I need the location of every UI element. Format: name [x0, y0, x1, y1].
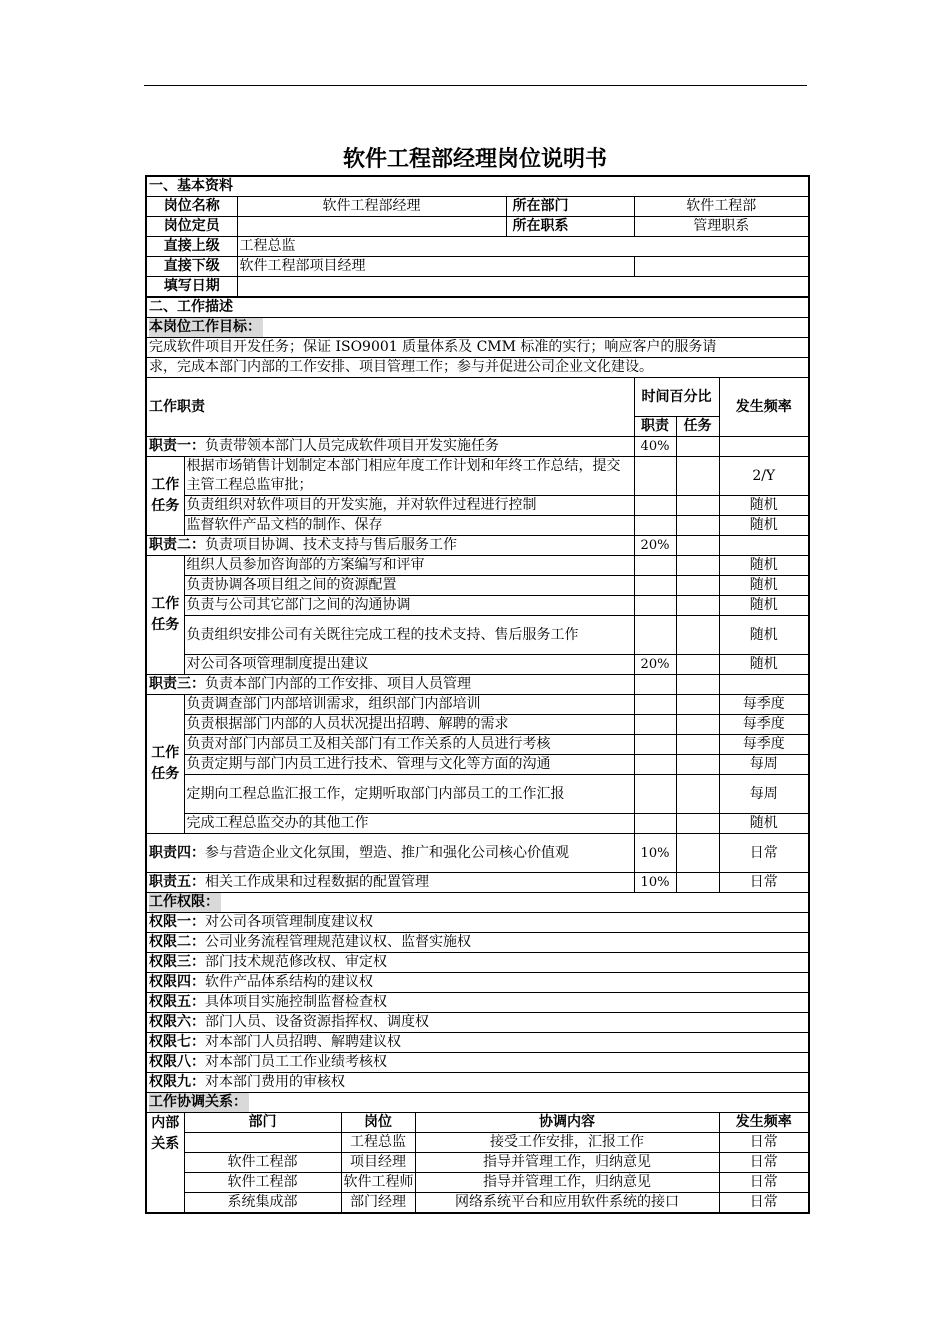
duty-1: 职责一：负责带领本部门人员完成软件项目开发实施任务 [146, 437, 634, 457]
duty-2-task-4: 负责组织安排公司有关既往完成工程的技术支持、售后服务工作 [184, 616, 634, 655]
coord-dept [184, 1133, 341, 1153]
authority-item: 权限九：对本部门费用的审核权 [146, 1073, 809, 1093]
coord-post: 部门经理 [341, 1193, 415, 1214]
authority-item: 权限三：部门技术规范修改权、审定权 [146, 953, 809, 973]
subordinate-extra [634, 257, 809, 277]
duty-1-pct: 40% [634, 437, 676, 457]
duty-1-task-3: 监督软件产品文档的制作、保存 [184, 516, 634, 536]
coord-freq: 日常 [719, 1133, 809, 1153]
coord-post: 软件工程师 [341, 1173, 415, 1193]
coord-post: 项目经理 [341, 1153, 415, 1173]
authority-item: 权限五：具体项目实施控制监督检查权 [146, 993, 809, 1013]
col-freq: 发生频率 [719, 1113, 809, 1133]
dept-label: 所在部门 [506, 197, 634, 217]
time-task-header: 任务 [676, 417, 719, 437]
subordinate-label: 直接下级 [146, 257, 237, 277]
job-name-label: 岗位名称 [146, 197, 237, 217]
duty-3-task-4: 负责定期与部门内员工进行技术、管理与文化等方面的沟通 [184, 755, 634, 775]
col-post: 岗位 [341, 1113, 415, 1133]
duty-3-task-1: 负责调查部门内部培训需求，组织部门内部培训 [184, 695, 634, 715]
job-description-table: 一、基本资料 岗位名称 软件工程部经理 所在部门 软件工程部 岗位定员 所在职系 管理职系 直接上级 工程总监 直接下级 软件工程部项目经理 填写日期 二、工作描述 本岗位工作目标： 完成软件项目开发任务；保证 ISO9001 质量体系及 CMM 标准的实行；响应客户的服务请 求，完成本部门内部的工作安排、项目管理工作；参与并促进公司企业文化建设。 工作职责 时间百分比 发生频率 职责 任务 职责一：负责带领本部门人员完成软件项目开发实施任务 40% 工作任务 根据市场销售计划制定本部门相应年度工作计划和年终工作总结，提交主管工程总监审批； 2/Y 负责组织对软件项目的开发实施，并对软件过程进行控制 随机 监督软件产品文档的制作、保存 随机 职责二：负责项目协调、技术支持与售后服务工作 20% 工作任务 组织人员参加咨询部的方案编写和评审 随机 负责协调各项目组之间的资源配置 随机 负责与公司其它部门之间的沟通协调 随机 负责组织安排公司有关既往完成工程的技术支持、售后服务工作 随机 对公司各项管理制度提出建议 20% 随机 职责三：负责本部门内部的工作安排、项目人员管理 工作任务 负责调查部门内部培训需求，组织部门内部培训 每季度 负责根据部门内部的人员状况提出招聘、解聘的需求 每季度 负责对部门内部员工及相关部门有工作关系的人员进行考核 每季度 负责定期与部门内员工进行技术、管理与文化等方面的沟通 每周 定期向工程总监汇报工作，定期听取部门内部员工的工作汇报 每周 完成工程总监交办的其他工作 随机 职责四：参与营造企业文化氛围，塑造、推广和强化公司核心价值观 10% 日常 职责五：相关工作成果和过程数据的配置管理 10% 日常 工作权限： 权限一：对公司各项管理制度建议权 权限二：公司业务流程管理规范建议权、监督实施权 权限三：部门技术规范修改权、审定权 权限四：软件产品体系结构的建议权 权限五：具体项目实施控制监督检查权 权限六：部门人员、设备资源指挥权、调度权 权限七：对本部门人员招聘、解聘建议权 权限八：对本部门员工工作业绩考核权 权限九：对本部门费用的审核权 工作协调关系： 内部关系 部门 岗位 协调内容 发生频率 工程总监 接受工作安排，汇报工作 日常 软件工程部 项目经理 指导并管理工作，归纳意见 日常 软件工程部 软件工程师 指导并管理工作，归纳意见 日常 系统集成部 部门经理 网络系统平台和应用软件系统的接口 日常 [145, 175, 810, 1214]
duty-2-task-1: 组织人员参加咨询部的方案编写和评审 [184, 556, 634, 576]
superior-value: 工程总监 [237, 237, 809, 257]
authority-item: 权限六：部门人员、设备资源指挥权、调度权 [146, 1013, 809, 1033]
coord-content: 接受工作安排，汇报工作 [415, 1133, 719, 1153]
duty-3-task-3: 负责对部门内部员工及相关部门有工作关系的人员进行考核 [184, 735, 634, 755]
duty-5-freq: 日常 [719, 873, 809, 893]
duty-4: 职责四：参与营造企业文化氛围，塑造、推广和强化公司核心价值观 [146, 834, 634, 873]
coord-content: 网络系统平台和应用软件系统的接口 [415, 1193, 719, 1214]
duty-4-pct: 10% [634, 834, 676, 873]
staffing-value [237, 217, 506, 237]
duty-column-header: 工作职责 [146, 378, 634, 437]
authority-header: 工作权限： [149, 894, 219, 910]
duty-1-task-1-freq: 2/Y [719, 457, 809, 496]
date-value [237, 277, 809, 298]
duty-2-task-label: 工作任务 [146, 556, 184, 675]
duty-2-pct: 20% [634, 536, 676, 556]
goal-label: 本岗位工作目标： [149, 319, 261, 335]
series-value: 管理职系 [634, 217, 809, 237]
coord-dept: 软件工程部 [184, 1173, 341, 1193]
duty-5-pct: 10% [634, 873, 676, 893]
section-job-desc: 二、工作描述 [146, 297, 809, 318]
document-title: 软件工程部经理岗位说明书 [342, 147, 607, 172]
col-dept: 部门 [184, 1113, 341, 1133]
authority-item: 权限四：软件产品体系结构的建议权 [146, 973, 809, 993]
duty-2-task-2: 负责协调各项目组之间的资源配置 [184, 576, 634, 596]
authority-item: 权限二：公司业务流程管理规范建议权、监督实施权 [146, 933, 809, 953]
staffing-label: 岗位定员 [146, 217, 237, 237]
section-basic-info: 一、基本资料 [146, 176, 809, 197]
authority-item: 权限七：对本部门人员招聘、解聘建议权 [146, 1033, 809, 1053]
duty-2: 职责二：负责项目协调、技术支持与售后服务工作 [146, 536, 634, 556]
coord-dept: 系统集成部 [184, 1193, 341, 1214]
coord-content: 指导并管理工作，归纳意见 [415, 1173, 719, 1193]
duty-1-task-label: 工作任务 [146, 457, 184, 536]
authority-item: 权限八：对本部门员工工作业绩考核权 [146, 1053, 809, 1073]
coord-freq: 日常 [719, 1173, 809, 1193]
duty-3: 职责三：负责本部门内部的工作安排、项目人员管理 [146, 675, 634, 695]
header-rule [144, 85, 807, 86]
duty-2-task-5: 对公司各项管理制度提出建议 [184, 655, 634, 675]
duty-4-freq: 日常 [719, 834, 809, 873]
duty-1-task-1: 根据市场销售计划制定本部门相应年度工作计划和年终工作总结，提交主管工程总监审批； [184, 457, 634, 496]
coord-content: 指导并管理工作，归纳意见 [415, 1153, 719, 1173]
coord-dept: 软件工程部 [184, 1153, 341, 1173]
goal-line-1: 完成软件项目开发任务；保证 ISO9001 质量体系及 CMM 标准的实行；响应客户的服务请 [146, 338, 809, 358]
duty-2-task-3: 负责与公司其它部门之间的沟通协调 [184, 596, 634, 616]
coord-freq: 日常 [719, 1153, 809, 1173]
duty-3-task-2: 负责根据部门内部的人员状况提出招聘、解聘的需求 [184, 715, 634, 735]
duty-3-task-label: 工作任务 [146, 695, 184, 834]
time-percent-header: 时间百分比 [634, 378, 719, 417]
time-duty-header: 职责 [634, 417, 676, 437]
coordination-header: 工作协调关系： [149, 1094, 247, 1110]
coord-post: 工程总监 [341, 1133, 415, 1153]
duty-3-task-6: 完成工程总监交办的其他工作 [184, 814, 634, 834]
col-content: 协调内容 [415, 1113, 719, 1133]
series-label: 所在职系 [506, 217, 634, 237]
goal-line-2: 求，完成本部门内部的工作安排、项目管理工作；参与并促进公司企业文化建设。 [146, 358, 809, 378]
job-name-value: 软件工程部经理 [237, 197, 506, 217]
superior-label: 直接上级 [146, 237, 237, 257]
duty-5: 职责五：相关工作成果和过程数据的配置管理 [146, 873, 634, 893]
date-label: 填写日期 [146, 277, 237, 298]
dept-value: 软件工程部 [634, 197, 809, 217]
internal-relations-label: 内部关系 [146, 1113, 184, 1214]
duty-1-task-2: 负责组织对软件项目的开发实施，并对软件过程进行控制 [184, 496, 634, 516]
subordinate-value: 软件工程部项目经理 [237, 257, 634, 277]
authority-item: 权限一：对公司各项管理制度建议权 [146, 913, 809, 933]
frequency-header: 发生频率 [719, 378, 809, 437]
duty-3-task-5: 定期向工程总监汇报工作，定期听取部门内部员工的工作汇报 [184, 775, 634, 814]
coord-freq: 日常 [719, 1193, 809, 1214]
